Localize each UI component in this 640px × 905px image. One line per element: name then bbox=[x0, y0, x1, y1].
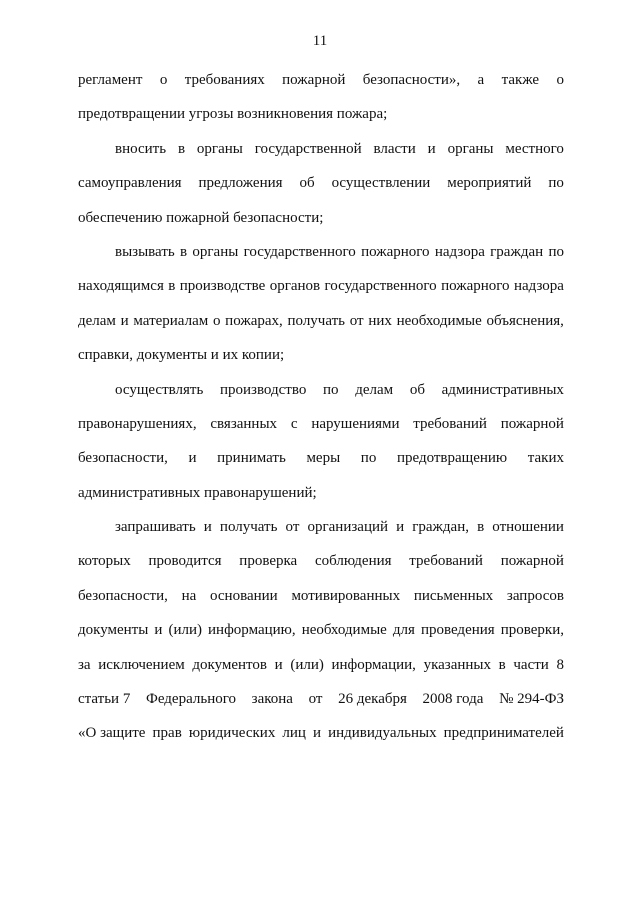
word: проверки, bbox=[500, 622, 564, 639]
word: пожарного bbox=[361, 243, 430, 260]
word: получать bbox=[219, 519, 278, 536]
word: находящимся bbox=[78, 278, 164, 295]
word: справки, документы и их копии; bbox=[78, 347, 285, 364]
text-line bbox=[78, 276, 564, 310]
word: и bbox=[427, 140, 436, 157]
text-line bbox=[78, 723, 564, 757]
word: власти bbox=[373, 140, 416, 157]
word: местного bbox=[505, 140, 564, 157]
word: производстве bbox=[179, 278, 266, 295]
word: органы bbox=[447, 140, 494, 157]
word: предотвращении угрозы возникновения пожара; bbox=[78, 106, 388, 123]
word: надзора bbox=[434, 243, 485, 260]
word: об bbox=[409, 381, 425, 398]
text-line bbox=[78, 173, 564, 207]
text-line bbox=[78, 414, 564, 448]
word: делам bbox=[355, 381, 394, 398]
word: прав bbox=[152, 725, 182, 742]
word: пожарной bbox=[500, 553, 564, 570]
word: мероприятий bbox=[447, 175, 532, 192]
word: пожарной bbox=[500, 415, 564, 432]
word: индивидуальных bbox=[328, 725, 437, 742]
word: пожарах, bbox=[225, 312, 283, 329]
word: органы bbox=[196, 140, 243, 157]
word: соблюдения bbox=[314, 553, 392, 570]
word: в bbox=[498, 656, 506, 673]
word: делам bbox=[78, 312, 116, 329]
word: нарушениями bbox=[311, 415, 400, 432]
word: в bbox=[168, 278, 176, 295]
word: с bbox=[290, 415, 298, 432]
word: безопасности», bbox=[362, 72, 461, 88]
word: требований bbox=[413, 415, 487, 432]
word: органы bbox=[192, 243, 239, 260]
text-line bbox=[78, 620, 564, 654]
word: документы bbox=[78, 622, 149, 639]
word: которых bbox=[78, 553, 131, 570]
word: предотвращению bbox=[396, 450, 508, 467]
word: по bbox=[360, 450, 377, 467]
text-line bbox=[78, 448, 564, 482]
word: и bbox=[313, 725, 322, 742]
word: за bbox=[78, 656, 91, 673]
text-line bbox=[78, 551, 564, 585]
word: от bbox=[349, 312, 364, 329]
word: связанных bbox=[210, 415, 278, 432]
word: осуществлять bbox=[115, 381, 204, 398]
word: (или) bbox=[168, 622, 202, 639]
word: № 294-ФЗ bbox=[499, 691, 564, 708]
word: «О защите bbox=[78, 725, 146, 742]
word: для bbox=[392, 622, 415, 639]
word: и bbox=[396, 519, 405, 536]
text-line bbox=[78, 345, 564, 379]
text-line bbox=[78, 483, 564, 517]
text-line bbox=[78, 311, 564, 345]
word: надзора bbox=[513, 278, 564, 295]
word: материалам bbox=[133, 312, 209, 329]
word: граждан, bbox=[412, 519, 469, 536]
word: по bbox=[548, 243, 564, 260]
word: правонарушениях, bbox=[78, 415, 197, 432]
word: 26 декабря bbox=[338, 691, 407, 708]
word: проверка bbox=[239, 553, 298, 570]
word: обеспечению пожарной безопасности; bbox=[78, 209, 324, 226]
word: о bbox=[159, 72, 168, 88]
word: государственного bbox=[324, 278, 437, 295]
word: организаций bbox=[307, 519, 389, 536]
word: государственной bbox=[254, 140, 362, 157]
word: безопасности, bbox=[78, 587, 168, 604]
word: лиц bbox=[282, 725, 306, 742]
word: исключением bbox=[98, 656, 185, 673]
word: предпринимателей bbox=[443, 725, 564, 742]
word: 2008 года bbox=[422, 691, 484, 708]
word: вызывать bbox=[115, 243, 175, 260]
word: запросов bbox=[506, 587, 564, 604]
text-line bbox=[78, 139, 564, 173]
word: части bbox=[513, 656, 549, 673]
word: юридических bbox=[188, 725, 276, 742]
word: и bbox=[274, 656, 283, 673]
word: необходимые bbox=[396, 312, 482, 329]
text-line bbox=[78, 242, 564, 276]
word: в bbox=[177, 140, 186, 157]
word: 8 bbox=[556, 656, 564, 673]
word: вносить bbox=[115, 140, 167, 157]
page-number: 11 bbox=[312, 33, 328, 49]
text-line bbox=[78, 517, 564, 551]
word: отношении bbox=[492, 519, 564, 536]
text-line bbox=[78, 689, 564, 723]
word: о bbox=[556, 72, 564, 88]
word: граждан bbox=[490, 243, 544, 260]
word: информации, bbox=[331, 656, 416, 673]
word: о bbox=[212, 312, 221, 329]
word: запрашивать bbox=[115, 519, 196, 536]
word: них bbox=[368, 312, 392, 329]
word: получать bbox=[287, 312, 346, 329]
word: письменных bbox=[413, 587, 494, 604]
word: безопасности, bbox=[78, 450, 168, 467]
document-body bbox=[78, 70, 564, 758]
word: основании bbox=[210, 587, 278, 604]
word: и bbox=[203, 519, 212, 536]
word: в bbox=[477, 519, 485, 536]
word: пожарного bbox=[441, 278, 510, 295]
text-line bbox=[78, 586, 564, 620]
text-line bbox=[78, 104, 564, 138]
word: требованиях bbox=[184, 72, 265, 88]
word: государственного bbox=[243, 243, 356, 260]
word: регламент bbox=[78, 72, 143, 88]
word: по bbox=[323, 381, 339, 398]
word: мотивированных bbox=[291, 587, 401, 604]
word: предложения bbox=[198, 175, 283, 192]
word: самоуправления bbox=[78, 175, 182, 192]
word: необходимые bbox=[301, 622, 387, 639]
text-line bbox=[78, 655, 564, 689]
word: на bbox=[181, 587, 197, 604]
word: органов bbox=[269, 278, 321, 295]
word: меры bbox=[306, 450, 341, 467]
text-line bbox=[78, 70, 564, 104]
word: проводится bbox=[148, 553, 222, 570]
word: закона bbox=[251, 691, 293, 708]
word: указанных bbox=[423, 656, 492, 673]
word: документов bbox=[192, 656, 268, 673]
word: административных bbox=[441, 381, 564, 398]
word: объяснения, bbox=[486, 312, 564, 329]
word: по bbox=[548, 175, 564, 192]
word: (или) bbox=[290, 656, 324, 673]
word: статьи 7 bbox=[78, 691, 131, 708]
word: и bbox=[188, 450, 197, 467]
word: Федерального bbox=[145, 691, 237, 708]
word: а bbox=[477, 72, 485, 88]
word: принимать bbox=[217, 450, 286, 467]
text-line bbox=[78, 380, 564, 414]
word: и bbox=[154, 622, 163, 639]
word: производство bbox=[219, 381, 307, 398]
word: также bbox=[501, 72, 540, 88]
word: таких bbox=[527, 450, 564, 467]
word: осуществлении bbox=[331, 175, 431, 192]
word: об bbox=[299, 175, 315, 192]
word: административных правонарушений; bbox=[78, 484, 317, 501]
text-line bbox=[78, 208, 564, 242]
word: в bbox=[180, 243, 188, 260]
word: и bbox=[120, 312, 129, 329]
word: пожарной bbox=[282, 72, 346, 88]
word: от bbox=[308, 691, 323, 708]
word: информацию, bbox=[208, 622, 296, 639]
word: от bbox=[285, 519, 300, 536]
word: требований bbox=[409, 553, 483, 570]
word: проведения bbox=[420, 622, 495, 639]
